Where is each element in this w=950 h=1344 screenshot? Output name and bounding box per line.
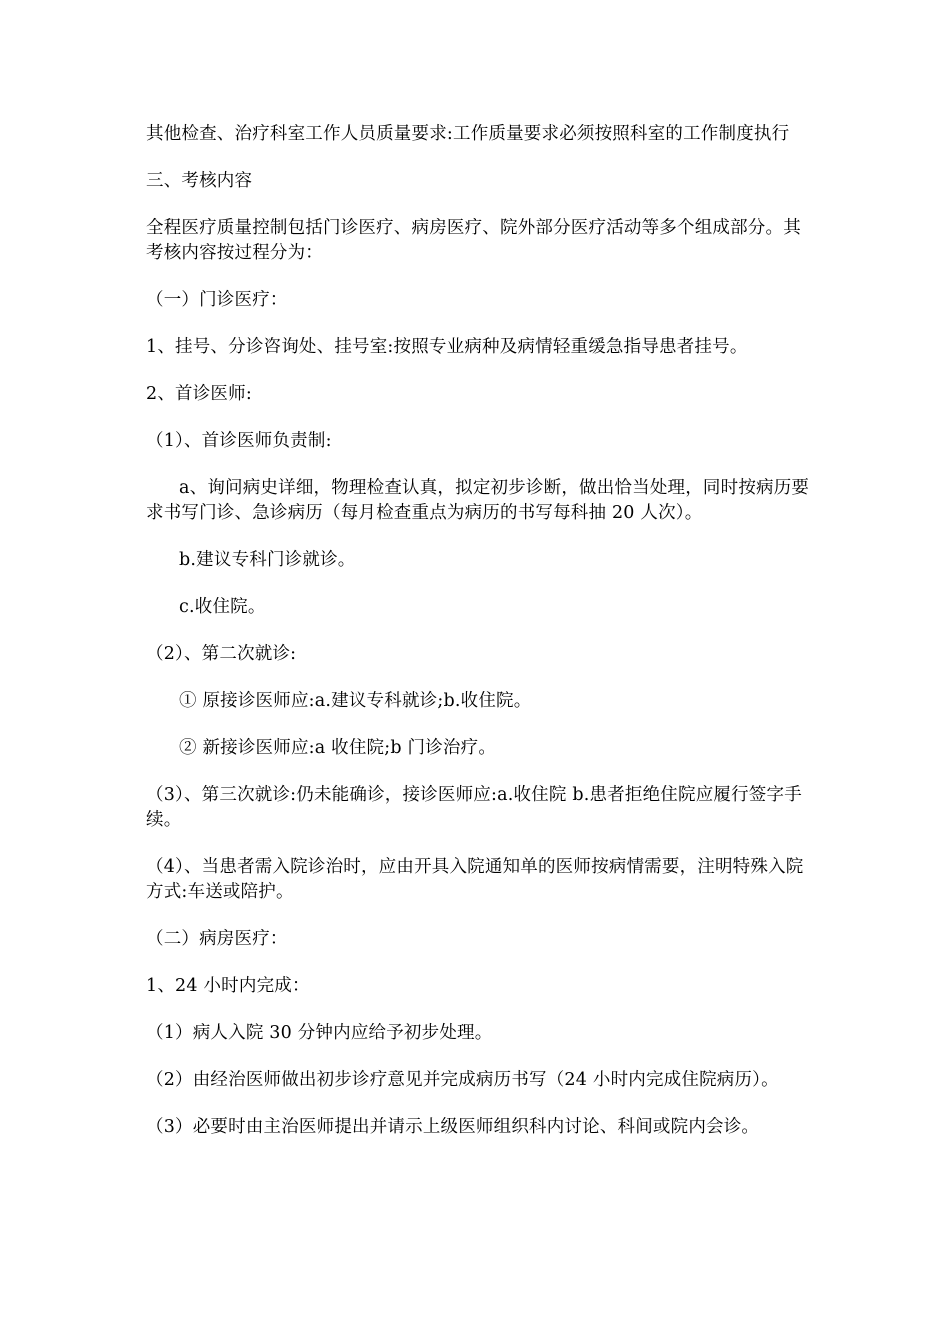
paragraph-quality-control-overview: 全程医疗质量控制包括门诊医疗、病房医疗、院外部分医疗活动等多个组成部分。其考核内容按过程分为：	[146, 218, 801, 263]
point-c-admission: c.收住院。	[179, 597, 266, 617]
point-new-physician: ② 新接诊医师应:a 收住院;b 门诊治疗。	[179, 738, 497, 758]
subitem-third-visit: （3）、第三次就诊:仍未能确诊，接诊医师应:a.收住院 b.患者拒绝住院应履行签字手续。	[146, 785, 802, 830]
heading-outpatient-care: （一）门诊医疗：	[146, 290, 288, 310]
item-first-physician: 2、首诊医师:	[146, 384, 252, 404]
heading-ward-care: （二）病房医疗：	[146, 929, 288, 949]
subitem-admission-mode: （4）、当患者需入院诊治时，应由开具入院通知单的医师按病情需要，注明特殊入院方式:车送或陪护。	[146, 857, 804, 902]
point-a-history-and-records: a、询问病史详细，物理检查认真，拟定初步诊断，做出恰当处理，同时按病历要求书写门诊、急诊病历（每月检查重点为病历的书写每科抽 20 人次）。	[146, 478, 810, 523]
item-within-24-hours: 1、24 小时内完成：	[146, 976, 310, 996]
paragraph-other-departments-requirement: 其他检查、治疗科室工作人员质量要求:工作质量要求必须按照科室的工作制度执行	[146, 124, 790, 144]
subitem-initial-treatment: （1）病人入院 30 分钟内应给予初步处理。	[146, 1023, 493, 1043]
subitem-first-physician-responsibility: （1）、首诊医师负责制:	[146, 431, 332, 451]
point-b-specialist-referral: b.建议专科门诊就诊。	[179, 550, 356, 570]
document-body	[146, 122, 810, 1162]
subitem-second-visit: （2）、第二次就诊:	[146, 644, 297, 664]
subitem-medical-record: （2）由经治医师做出初步诊疗意见并完成病历书写（24 小时内完成住院病历）。	[146, 1070, 779, 1090]
heading-assessment-content: 三、考核内容	[146, 171, 253, 191]
item-registration: 1、挂号、分诊咨询处、挂号室:按照专业病种及病情轻重缓急指导患者挂号。	[146, 337, 748, 357]
subitem-consultation: （3）必要时由主治医师提出并请示上级医师组织科内讨论、科间或院内会诊。	[146, 1117, 760, 1137]
point-original-physician: ① 原接诊医师应:a.建议专科就诊;b.收住院。	[179, 691, 532, 711]
